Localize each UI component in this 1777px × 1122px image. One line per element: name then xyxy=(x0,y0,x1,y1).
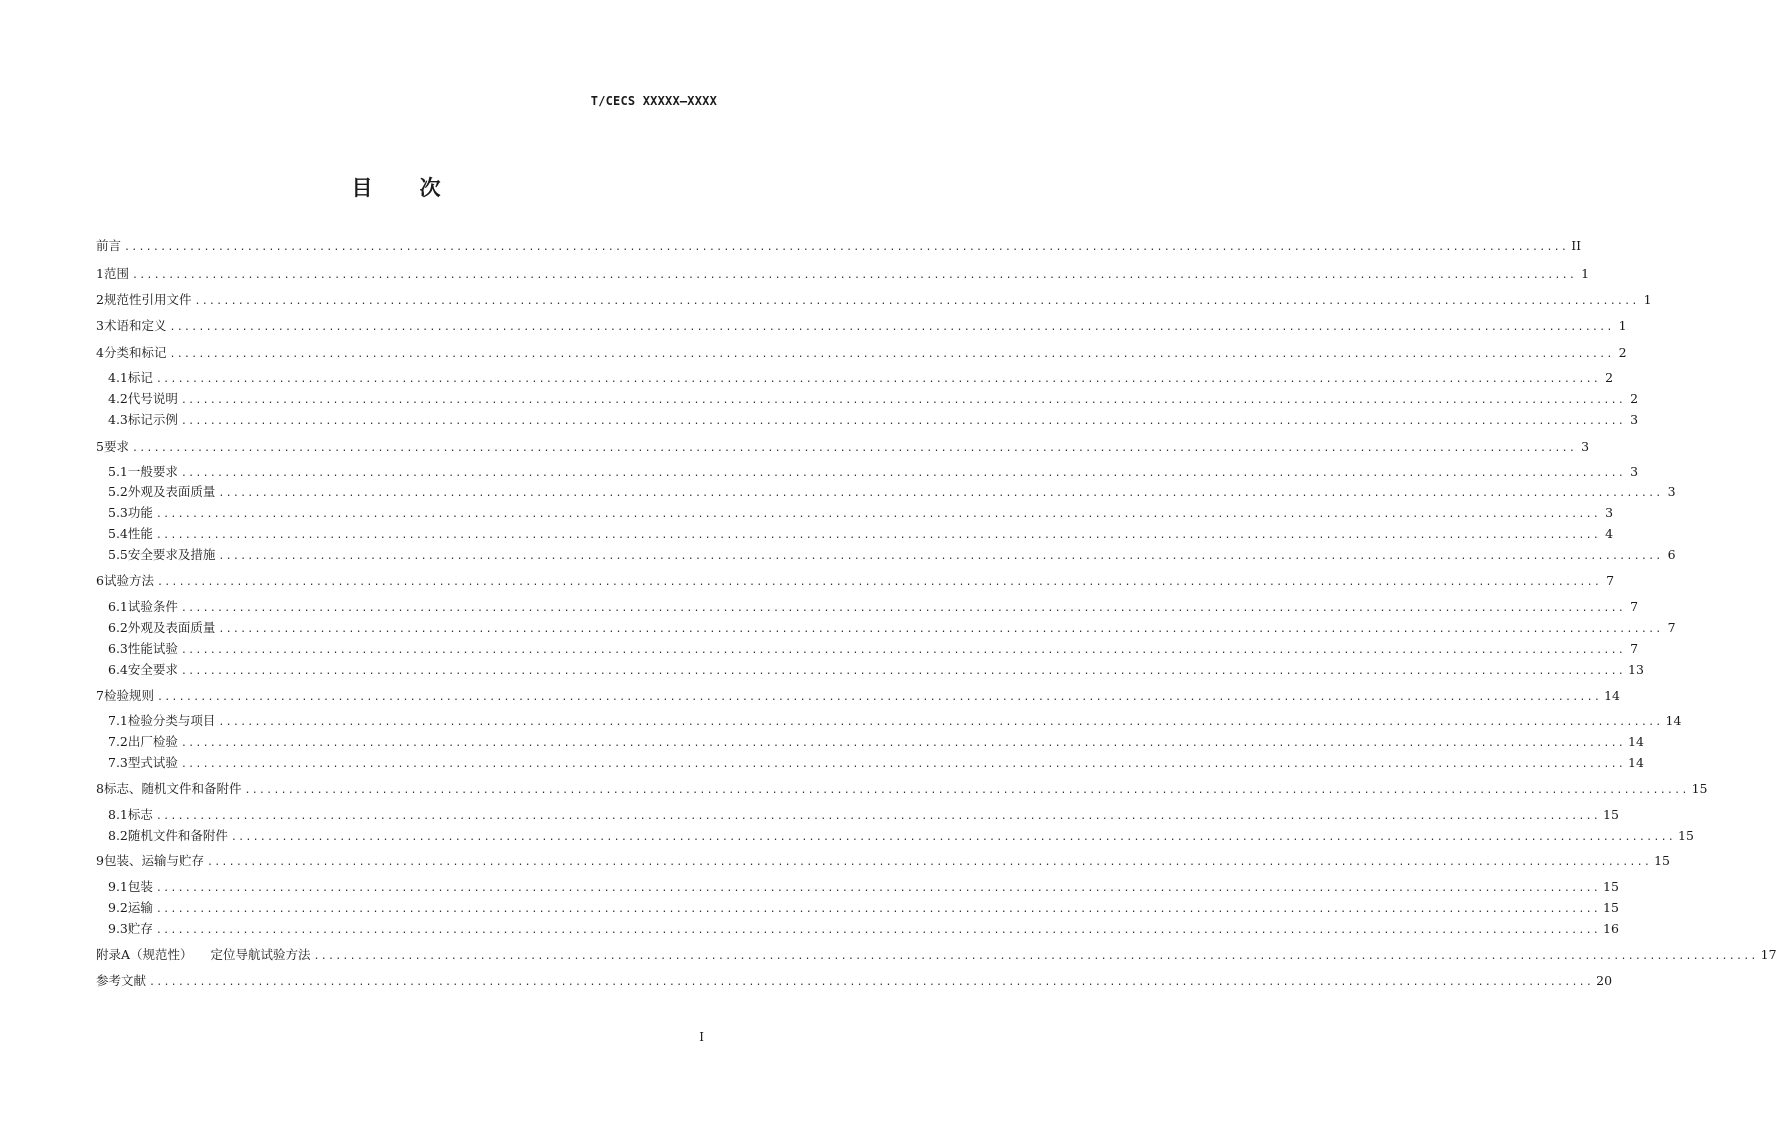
toc-entry[interactable] xyxy=(108,899,1619,917)
toc-entry[interactable] xyxy=(108,411,1639,429)
toc-leader-dots: ........................................................................................................................................................................................................ xyxy=(156,692,1602,703)
toc-entry-number: 9.2 xyxy=(108,900,128,915)
toc-entry-title: 功能 xyxy=(127,505,153,520)
toc-entry[interactable] xyxy=(96,438,1590,456)
toc-entry-title: 范围 xyxy=(103,266,129,281)
toc-entry-title: 试验方法 xyxy=(103,573,154,588)
toc-leader-dots: ........................................................................................................................................................................................................ xyxy=(155,925,1601,936)
toc-entry-title: 试验条件 xyxy=(127,599,178,614)
toc-leader-dots: ........................................................................................................................................................................................................ xyxy=(155,530,1601,541)
document-code: T/CECS XXXXX—XXXX xyxy=(590,94,717,108)
toc-entry-page: 20 xyxy=(1596,973,1613,988)
toc-entry-page: 3 xyxy=(1630,412,1639,427)
toc-entry[interactable] xyxy=(108,504,1614,522)
toc-leader-dots: ........................................................................................................................................................................................................ xyxy=(155,509,1601,520)
toc-entry-title: 安全要求及措施 xyxy=(127,547,216,562)
toc-entry[interactable] xyxy=(108,661,1644,679)
toc-entry-number: 5.4 xyxy=(108,526,128,541)
toc-entry-title: 安全要求 xyxy=(127,662,178,677)
toc-entry-page: 3 xyxy=(1667,484,1676,499)
toc-entry-title: 要求 xyxy=(103,439,129,454)
toc-entry-title: 包装、运输与贮存 xyxy=(103,853,204,868)
toc-entry-number: 8.1 xyxy=(108,807,128,822)
page-title-right: 次 xyxy=(419,175,442,200)
toc-entry[interactable] xyxy=(96,972,1613,990)
toc-entry-page: 15 xyxy=(1691,781,1708,796)
toc-entry-page: 15 xyxy=(1603,807,1619,822)
toc-leader-dots: ........................................................................................................................................................................................................ xyxy=(180,738,1626,749)
toc-entry-number: 4.2 xyxy=(108,391,128,406)
toc-leader-dots: ........................................................................................................................................................................................................ xyxy=(156,577,1602,588)
toc-entry-page: 13 xyxy=(1628,662,1644,677)
toc-leader-dots: ........................................................................................................................................................................................................ xyxy=(149,977,1594,988)
toc-leader-dots: ........................................................................................................................................................................................................ xyxy=(180,468,1626,479)
toc-entry-page: 15 xyxy=(1603,900,1619,915)
toc-entry-page: 1 xyxy=(1643,292,1652,307)
toc-leader-dots: ........................................................................................................................................................................................................ xyxy=(155,374,1601,385)
toc-leader-dots: ........................................................................................................................................................................................................ xyxy=(124,242,1569,253)
toc-leader-dots: ........................................................................................................................................................................................................ xyxy=(180,603,1626,614)
toc-entry-number: 6 xyxy=(96,573,104,588)
toc-entry-number: 7.3 xyxy=(108,755,128,770)
toc-entry-title: 外观及表面质量 xyxy=(127,484,216,499)
toc-entry-number: 4.1 xyxy=(108,370,128,385)
toc-entry-number: 9 xyxy=(96,853,104,868)
toc-entry-number: 2 xyxy=(96,292,104,307)
toc-leader-dots: ........................................................................................................................................................................................................ xyxy=(180,759,1626,770)
toc-entry-page: 2 xyxy=(1618,345,1627,360)
toc-entry-title: 性能试验 xyxy=(127,641,178,656)
toc-entry-title: 运输 xyxy=(127,900,153,915)
toc-entry-number: 8.2 xyxy=(108,828,128,843)
toc-leader-dots: ........................................................................................................................................................................................................ xyxy=(180,645,1626,656)
toc-entry-number: 5 xyxy=(96,439,104,454)
toc-entry-title: 定位导航试验方法 xyxy=(210,947,311,962)
toc-leader-dots: ........................................................................................................................................................................................................ xyxy=(155,904,1601,915)
toc-entry-title: 参考文献 xyxy=(96,973,147,988)
toc-entry-number: 1 xyxy=(96,266,104,281)
toc-entry-page: 16 xyxy=(1603,921,1619,936)
toc-entry-title: 随机文件和备附件 xyxy=(127,828,228,843)
toc-entry[interactable] xyxy=(108,640,1639,658)
toc-entry-title: 术语和定义 xyxy=(103,318,167,333)
toc-entry-title: 检验分类与项目 xyxy=(127,713,216,728)
toc-entry[interactable] xyxy=(108,827,1694,845)
page-title xyxy=(0,172,793,202)
toc-entry-page: 7 xyxy=(1630,641,1639,656)
toc-entry-page: II xyxy=(1571,238,1582,253)
toc-leader-dots: ........................................................................................................................................................................................................ xyxy=(131,443,1577,454)
toc-entry-number: 5.1 xyxy=(108,464,128,479)
toc-leader-dots: ........................................................................................................................................................................................................ xyxy=(244,785,1689,796)
toc-leader-dots: ........................................................................................................................................................................................................ xyxy=(230,832,1676,843)
toc-leader-dots: ........................................................................................................................................................................................................ xyxy=(218,624,1663,635)
toc-entry-number: 5.5 xyxy=(108,547,128,562)
toc-entry-page: 7 xyxy=(1667,620,1676,635)
toc-entry-title: 前言 xyxy=(96,238,122,253)
toc-entry[interactable] xyxy=(108,525,1614,543)
toc-leader-dots: ........................................................................................................................................................................................................ xyxy=(313,951,1758,962)
toc-entry-page: 14 xyxy=(1604,688,1620,703)
toc-entry[interactable] xyxy=(96,780,1708,798)
toc-leader-dots: ........................................................................................................................................................................................................ xyxy=(169,322,1614,333)
toc-entry-number: 7.1 xyxy=(108,713,128,728)
toc-entry-title: 标记示例 xyxy=(127,412,178,427)
toc-entry-number: 9.3 xyxy=(108,921,128,936)
toc-entry-number: 5.3 xyxy=(108,505,128,520)
toc-entry[interactable] xyxy=(108,463,1639,481)
toc-entry-page: 2 xyxy=(1605,370,1614,385)
toc-entry-page: 3 xyxy=(1605,505,1614,520)
toc-entry-number: 3 xyxy=(96,318,104,333)
toc-entry-number: 6.3 xyxy=(108,641,128,656)
toc-entry-page: 7 xyxy=(1630,599,1639,614)
toc-entry-number: 4 xyxy=(96,345,104,360)
toc-entry-title: 标志 xyxy=(127,807,153,822)
toc-entry-page: 2 xyxy=(1630,391,1639,406)
toc-entry[interactable] xyxy=(96,344,1627,362)
toc-entry-title: 包装 xyxy=(127,879,153,894)
toc-entry-page: 6 xyxy=(1667,547,1676,562)
toc-entry[interactable] xyxy=(96,265,1590,283)
toc-entry-title: 性能 xyxy=(127,526,153,541)
toc-entry-page: 14 xyxy=(1665,713,1682,728)
toc-entry-title: 贮存 xyxy=(127,921,153,936)
toc-entry-title: 代号说明 xyxy=(127,391,178,406)
toc-leader-dots: ........................................................................................................................................................................................................ xyxy=(218,488,1663,499)
toc-leader-dots: ........................................................................................................................................................................................................ xyxy=(218,717,1663,728)
toc-leader-dots: ........................................................................................................................................................................................................ xyxy=(180,416,1626,427)
toc-entry-title: 规范性引用文件 xyxy=(103,292,192,307)
toc-entry-page: 4 xyxy=(1605,526,1614,541)
toc-leader-dots: ........................................................................................................................................................................................................ xyxy=(194,296,1639,307)
toc-entry-page: 15 xyxy=(1654,853,1670,868)
toc-entry-page: 15 xyxy=(1678,828,1694,843)
page-number: I xyxy=(699,1030,704,1044)
toc-entry[interactable] xyxy=(96,237,1582,255)
toc-entry-title: 一般要求 xyxy=(127,464,178,479)
toc-entry-page: 7 xyxy=(1606,573,1615,588)
page-title-left: 目 xyxy=(351,175,374,200)
toc-entry[interactable] xyxy=(108,878,1619,896)
toc-entry-title: 标记 xyxy=(127,370,153,385)
toc-entry-title: 外观及表面质量 xyxy=(127,620,216,635)
toc-entry-number: 8 xyxy=(96,781,104,796)
toc-entry-number: 附录A（规范性） xyxy=(96,947,193,962)
toc-leader-dots: ........................................................................................................................................................................................................ xyxy=(155,811,1601,822)
toc-leader-dots: ........................................................................................................................................................................................................ xyxy=(218,551,1663,562)
toc-leader-dots: ........................................................................................................................................................................................................ xyxy=(180,666,1626,677)
toc-entry[interactable] xyxy=(96,317,1627,335)
toc-entry[interactable] xyxy=(96,572,1615,590)
toc-entry[interactable] xyxy=(108,390,1639,408)
toc-entry-number: 7.2 xyxy=(108,734,128,749)
toc-entry-page: 1 xyxy=(1581,266,1590,281)
toc-leader-dots: ........................................................................................................................................................................................................ xyxy=(206,857,1652,868)
toc-entry[interactable] xyxy=(108,806,1619,824)
toc-entry[interactable] xyxy=(96,687,1620,705)
toc-entry[interactable] xyxy=(108,483,1676,501)
toc-entry[interactable] xyxy=(108,369,1614,387)
toc-entry[interactable] xyxy=(108,712,1682,730)
toc-entry-page: 3 xyxy=(1630,464,1639,479)
toc-entry-number: 6.4 xyxy=(108,662,128,677)
toc-leader-dots: ........................................................................................................................................................................................................ xyxy=(155,883,1601,894)
toc-entry-number: 7 xyxy=(96,688,104,703)
toc-entry-number: 4.3 xyxy=(108,412,128,427)
toc-entry-title: 出厂检验 xyxy=(127,734,178,749)
toc-entry-page: 1 xyxy=(1618,318,1627,333)
toc-entry-page: 3 xyxy=(1581,439,1590,454)
toc-entry-title: 型式试验 xyxy=(127,755,178,770)
toc-entry-number: 6.1 xyxy=(108,599,128,614)
toc-entry-page: 17 xyxy=(1760,947,1777,962)
toc-entry-title: 标志、随机文件和备附件 xyxy=(103,781,242,796)
toc-entry-number: 6.2 xyxy=(108,620,128,635)
toc-entry[interactable] xyxy=(108,754,1644,772)
toc-entry[interactable] xyxy=(108,598,1639,616)
toc-leader-dots: ........................................................................................................................................................................................................ xyxy=(180,395,1626,406)
toc-leader-dots: ........................................................................................................................................................................................................ xyxy=(131,270,1577,281)
toc-entry-title: 检验规则 xyxy=(103,688,154,703)
toc-entry-page: 14 xyxy=(1628,755,1644,770)
toc-entry[interactable] xyxy=(108,920,1619,938)
toc-entry[interactable] xyxy=(108,733,1644,751)
toc-entry[interactable] xyxy=(108,619,1676,637)
toc-entry[interactable] xyxy=(96,291,1652,309)
toc-entry[interactable] xyxy=(96,852,1670,870)
toc-entry-title: 分类和标记 xyxy=(103,345,167,360)
toc-leader-dots: ........................................................................................................................................................................................................ xyxy=(169,349,1614,360)
toc-entry[interactable] xyxy=(108,546,1676,564)
toc-entry[interactable] xyxy=(96,946,1777,964)
toc-entry-number: 5.2 xyxy=(108,484,128,499)
toc-entry-number: 9.1 xyxy=(108,879,128,894)
toc-entry-page: 15 xyxy=(1603,879,1619,894)
toc-entry-page: 14 xyxy=(1628,734,1644,749)
